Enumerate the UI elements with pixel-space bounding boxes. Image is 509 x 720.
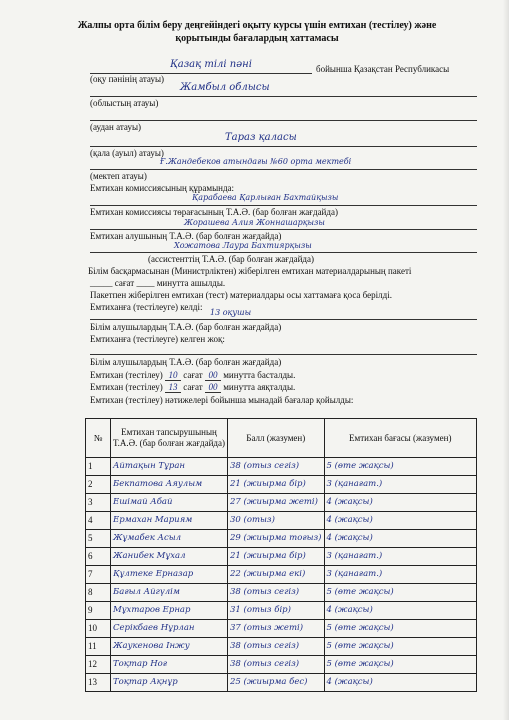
end-minute: 00 <box>205 382 221 393</box>
row-number: 1 <box>86 458 111 476</box>
student-grade: 5 (өте жақсы) <box>324 620 477 638</box>
table-row <box>86 494 477 512</box>
start-mid: сағат <box>183 370 203 380</box>
student-name: Жұмабек Асыл <box>111 530 228 548</box>
row-number: 12 <box>86 656 111 674</box>
subject-caption: (оқу пәнінің атауы) <box>90 74 165 84</box>
table-row <box>86 476 477 494</box>
start-hour: 10 <box>165 370 181 381</box>
teacher-caption: Емтихан алушының Т.А.Ә. (бар болған жағдайда) <box>90 231 282 241</box>
region-caption: (облыстың атауы) <box>90 98 159 108</box>
student-score: 21 (жиырма бір) <box>228 548 325 566</box>
row-number: 13 <box>86 674 111 692</box>
student-name: Жанибек Мұхал <box>111 548 228 566</box>
student-name: Тоқтар Ноғ <box>111 656 228 674</box>
student-score: 38 (отыз сегіз) <box>228 584 325 602</box>
row-number: 3 <box>86 494 111 512</box>
end-mid: сағат <box>183 382 203 392</box>
end-hour: 13 <box>165 382 181 393</box>
student-grade: 5 (өте жақсы) <box>324 584 477 602</box>
student-name: Айтақын Тұран <box>111 458 228 476</box>
teacher-value: Жорашева Алия Жоннашарқызы <box>184 218 325 227</box>
row-number: 11 <box>86 638 111 656</box>
student-name: Құлтеке Ерназар <box>111 566 228 584</box>
student-grade: 4 (жақсы) <box>324 530 477 548</box>
commission-label: Емтихан комиссиясының құрамында: <box>90 183 235 193</box>
row-number: 5 <box>86 530 111 548</box>
student-score: 31 (отыз бір) <box>228 602 325 620</box>
row-number: 2 <box>86 476 111 494</box>
student-score: 29 (жиырма тоғыз) <box>228 530 325 548</box>
region-line <box>90 96 477 97</box>
student-name: Жаукенова Інжу <box>111 638 228 656</box>
school-line <box>90 169 477 170</box>
student-grade: 4 (жақсы) <box>324 602 477 620</box>
student-grade: 4 (жақсы) <box>324 512 477 530</box>
chair-caption: Емтихан комиссиясы төрағасының Т.А.Ә. (бар болған жағдайда) <box>90 207 338 217</box>
end-prefix: Емтихан (тестілеу) <box>90 382 163 392</box>
student-name: Ермахан Мариям <box>111 512 228 530</box>
student-grade: 5 (өте жақсы) <box>324 656 477 674</box>
student-grade: 3 (қанағат.) <box>324 566 477 584</box>
results-label: Емтихан (тестілеу) нәтижелері бойынша мынадай бағалар қойылды: <box>90 395 354 405</box>
table-row <box>86 530 477 548</box>
assistant-caption: (ассистенттің Т.А.Ә. (бар болған жағдайда) <box>148 254 314 264</box>
table-row <box>86 620 477 638</box>
end-suffix: минутта аяқталды. <box>223 382 296 392</box>
table-row <box>86 458 477 476</box>
student-score: 21 (жиырма бір) <box>228 476 325 494</box>
row-number: 10 <box>86 620 111 638</box>
row-number: 7 <box>86 566 111 584</box>
student-caption-1: Білім алушылардың Т.А.Ә. (бар болған жағдайда) <box>90 322 282 332</box>
table-row <box>86 656 477 674</box>
scan-edge-shadow <box>503 0 509 720</box>
student-grade: 3 (қанағат.) <box>324 476 477 494</box>
student-score: 30 (отыз) <box>228 512 325 530</box>
subject-suffix: бойынша Қазақстан Республикасы <box>316 64 450 74</box>
student-grade: 5 (өте жақсы) <box>324 638 477 656</box>
city-caption: (қала (ауыл) атауы) <box>90 148 164 158</box>
row-number: 6 <box>86 548 111 566</box>
table-row <box>86 512 477 530</box>
chair-line <box>90 205 477 206</box>
student-grade: 3 (қанағат.) <box>324 548 477 566</box>
col-number-header: № <box>86 419 111 458</box>
student-grade: 4 (жақсы) <box>324 674 477 692</box>
package-text-2: _____ сағат ____ минутта ашылды. <box>90 278 226 288</box>
row-number: 4 <box>86 512 111 530</box>
student-name: Серікбаев Нұрлан <box>111 620 228 638</box>
student-name: Бекпатова Аяулым <box>111 476 228 494</box>
student-score: 38 (отыз сегіз) <box>228 656 325 674</box>
student-grade: 4 (жақсы) <box>324 494 477 512</box>
student-name: Бағыл Айгүлім <box>111 584 228 602</box>
teacher-line <box>90 229 477 230</box>
student-name: Ешімай Абай <box>111 494 228 512</box>
row-number: 9 <box>86 602 111 620</box>
student-name: Мұхтаров Ернар <box>111 602 228 620</box>
student-score: 38 (отыз сегіз) <box>228 638 325 656</box>
results-table <box>85 418 477 692</box>
assistant-line <box>90 252 477 253</box>
arrived-line <box>90 319 477 320</box>
student-caption-2: Білім алушылардың Т.А.Ә. (бар болған жағдайда) <box>90 357 282 367</box>
absent-line <box>90 354 477 355</box>
table-row <box>86 548 477 566</box>
city-line <box>90 146 477 147</box>
table-row <box>86 674 477 692</box>
district-line <box>90 120 477 121</box>
arrived-label: Емтиханға (тестілеуге) келді: <box>90 302 203 312</box>
assistant-value: Хожатова Лаура Бахтиярқызы <box>174 241 312 250</box>
table-header-row <box>86 419 477 458</box>
start-time-row <box>90 370 295 381</box>
end-time-row <box>90 382 295 393</box>
city-value: Тараз қаласы <box>225 132 297 143</box>
district-caption: (аудан атауы) <box>90 122 141 132</box>
student-score: 25 (жиырма бес) <box>228 674 325 692</box>
absent-label: Емтиханға (тестілеуге) келген жоқ: <box>90 334 225 344</box>
start-minute: 00 <box>205 370 221 381</box>
school-caption: (мектеп атауы) <box>90 171 147 181</box>
region-value: Жамбыл облысы <box>180 82 270 93</box>
page-title: Жалпы орта білім беру деңгейіндегі оқыту курсы үшін емтихан (тестілеу) және қорытынды бағалардың хаттамасы <box>77 20 437 44</box>
table-row <box>86 602 477 620</box>
student-score: 38 (отыз сегіз) <box>228 458 325 476</box>
package-text-1: Білім басқармасынан (Министрліктен) жіберілген емтихан материалдарының пакеті <box>88 266 412 276</box>
start-suffix: минутта басталды. <box>223 370 296 380</box>
arrived-value: 13 оқушы <box>210 308 252 317</box>
subject-value: Қазақ тілі пәні <box>170 59 252 70</box>
col-name-header: Емтихан тапсырушының Т.А.Ә. (бар болған жағдайда) <box>111 419 228 458</box>
col-grade-header: Емтихан бағасы (жазумен) <box>324 419 477 458</box>
start-prefix: Емтихан (тестілеу) <box>90 370 163 380</box>
table-row <box>86 638 477 656</box>
row-number: 8 <box>86 584 111 602</box>
col-score-header: Балл (жазумен) <box>228 419 325 458</box>
package-text-3: Пакетпен жіберілген емтихан (тест) материалдары осы хаттамаға қоса берілді. <box>90 290 392 300</box>
table-row <box>86 584 477 602</box>
student-score: 27 (жиырма жеті) <box>228 494 325 512</box>
student-score: 37 (отыз жеті) <box>228 620 325 638</box>
school-value: Ғ.Жандебеков атындағы №60 орта мектебі <box>160 157 352 166</box>
student-name: Тоқтар Ақнұр <box>111 674 228 692</box>
table-row <box>86 566 477 584</box>
student-grade: 5 (өте жақсы) <box>324 458 477 476</box>
chair-value: Қарабаева Қарлыған Бахтайқызы <box>192 193 339 202</box>
student-score: 22 (жиырма екі) <box>228 566 325 584</box>
